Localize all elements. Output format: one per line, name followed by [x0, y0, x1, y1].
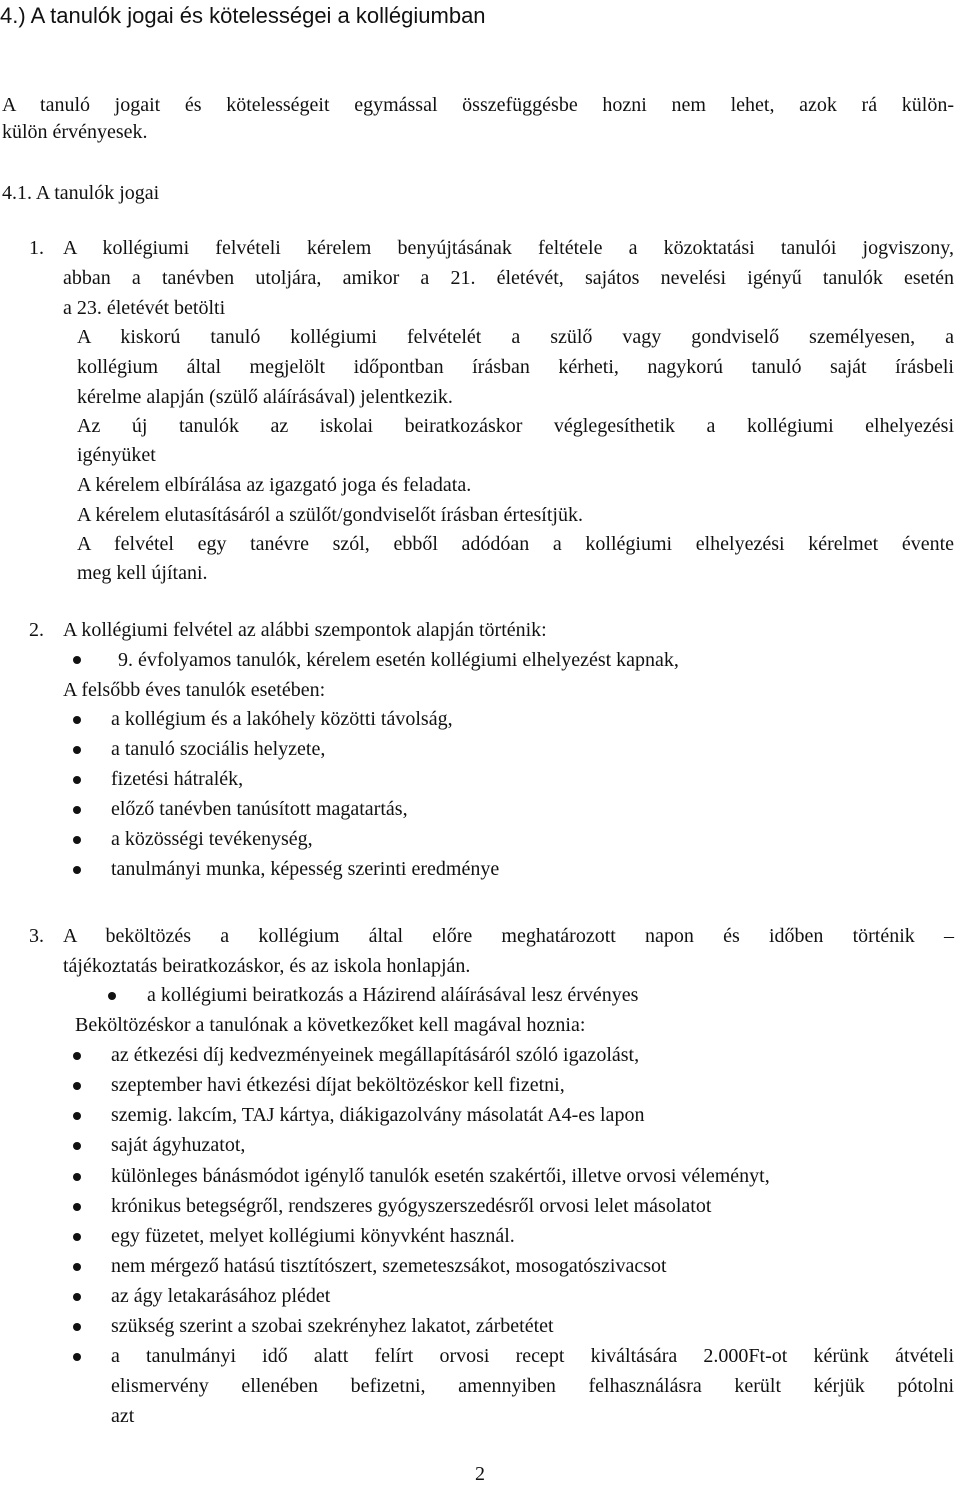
bullet-dot — [73, 806, 81, 814]
item3-bullet: saját ágyhuzatot, — [111, 1134, 246, 1156]
bullet-dot — [73, 1293, 81, 1301]
item1-line: A kérelem elutasításáról a szülőt/gondviselőt írásban értesítjük. — [77, 504, 583, 526]
item2-bullet: a közösségi tevékenység, — [111, 828, 313, 850]
item2-bullet: a tanuló szociális helyzete, — [111, 738, 326, 760]
bullet-dot — [73, 1112, 81, 1120]
section-heading: 4.) A tanulók jogai és kötelességei a kollégiumban — [0, 3, 486, 28]
item3-last-bullet-line: elismervény ellenében befizetni, amennyiben felhasználásra került kérjük pótolni — [111, 1375, 954, 1397]
item2-first-bullet: 9. évfolyamos tanulók, kérelem esetén kollégiumi elhelyezést kapnak, — [118, 649, 679, 671]
bullet-dot — [73, 746, 81, 754]
item3-bullet: krónikus betegségről, rendszeres gyógyszerszedésről orvosi lelet másolatot — [111, 1195, 712, 1217]
item3-bullet: különleges bánásmódot igénylő tanulók esetén szakértői, illetve orvosi véleményt, — [111, 1165, 770, 1187]
item2-upper-label: A felsőbb éves tanulók esetében: — [63, 679, 326, 701]
item3-bullet: az ágy letakarásához plédet — [111, 1285, 331, 1307]
item3-bullet: az étkezési díj kedvezményeinek megállapításáról szóló igazolást, — [111, 1044, 640, 1066]
item1-line: A kollégiumi felvételi kérelem benyújtásának feltétele a közoktatási tanulói jogviszony, — [63, 237, 954, 259]
bullet-dot — [73, 1173, 81, 1181]
bullet-dot — [73, 1082, 81, 1090]
item1-line: A kiskorú tanuló kollégiumi felvételét a szülő vagy gondviselő személyesen, a — [77, 326, 954, 348]
bullet-dot — [73, 716, 81, 724]
item3-line: A beköltözés a kollégium által előre meghatározott napon és időben történik – — [63, 925, 954, 947]
item1-line: kérelme alapján (szülő aláírásával) jelentkezik. — [77, 386, 453, 408]
item3-last-bullet-line: a tanulmányi idő alatt felírt orvosi recept kiváltására 2.000Ft-ot kérünk átvételi — [111, 1345, 954, 1367]
bullet-dot — [73, 1233, 81, 1241]
item3-last-bullet-line: azt — [111, 1405, 135, 1427]
item1-line: a 23. életévét betölti — [63, 297, 226, 319]
intro-line-2: külön érvényesek. — [2, 121, 148, 143]
item1-line: Az új tanulók az iskolai beiratkozáskor véglegesíthetik a kollégiumi elhelyezési — [77, 415, 954, 437]
bullet-dot — [73, 1263, 81, 1271]
bullet-dot — [73, 1353, 81, 1361]
item2-intro: A kollégiumi felvétel az alábbi szempontok alapján történik: — [63, 619, 547, 641]
bullet-dot — [73, 656, 81, 664]
item3-bring-label: Beköltözéskor a tanulónak a következőket kell magával hoznia: — [75, 1014, 586, 1036]
item1-line: meg kell újítani. — [77, 562, 208, 584]
bullet-dot — [73, 836, 81, 844]
item2-bullet: fizetési hátralék, — [111, 768, 244, 790]
item3-bullet: szükség szerint a szobai szekrényhez lakatot, zárbetétet — [111, 1315, 554, 1337]
bullet-dot — [73, 1142, 81, 1150]
item1-line: igényüket — [77, 444, 156, 466]
item1-line: A kérelem elbírálása az igazgató joga és feladata. — [77, 474, 472, 496]
item1-number: 1. — [29, 237, 44, 259]
item2-bullet: a kollégium és a lakóhely közötti távolság, — [111, 708, 453, 730]
subheading: 4.1. A tanulók jogai — [2, 182, 160, 204]
item3-first-bullet: a kollégiumi beiratkozás a Házirend aláírásával lesz érvényes — [147, 984, 639, 1006]
bullet-dot — [73, 1203, 81, 1211]
item2-bullet: tanulmányi munka, képesség szerinti eredménye — [111, 858, 500, 880]
item3-bullet: nem mérgező hatású tisztítószert, szemeteszsákot, mosogatószivacsot — [111, 1255, 667, 1277]
item3-bullet: egy füzetet, melyet kollégiumi könyvként használ. — [111, 1225, 515, 1247]
item2-bullet: előző tanévben tanúsított magatartás, — [111, 798, 408, 820]
item2-number: 2. — [29, 619, 44, 641]
bullet-dot — [73, 1323, 81, 1331]
item1-line: abban a tanévben utoljára, amikor a 21. életévét, sajátos nevelési igényű tanulók esetén — [63, 267, 954, 289]
item3-number: 3. — [29, 925, 44, 947]
page-number: 2 — [475, 1463, 485, 1485]
bullet-dot — [73, 776, 81, 784]
item3-bullet: szeptember havi étkezési díjat beköltözéskor kell fizetni, — [111, 1074, 565, 1096]
item3-line: tájékoztatás beiratkozáskor, és az iskola honlapján. — [63, 955, 471, 977]
bullet-dot — [73, 1052, 81, 1060]
bullet-dot — [108, 992, 116, 1000]
intro-line-1: A tanuló jogait és kötelességeit egymással összefüggésbe hozni nem lehet, azok rá külön- — [2, 94, 954, 116]
item1-line: kollégium által megjelölt időpontban írásban kérheti, nagykorú tanuló saját írásbeli — [77, 356, 954, 378]
item3-bullet: szemig. lakcím, TAJ kártya, diákigazolvány másolatát A4-es lapon — [111, 1104, 645, 1126]
bullet-dot — [73, 866, 81, 874]
item1-line: A felvétel egy tanévre szól, ebből adódóan a kollégiumi elhelyezési kérelmet évente — [77, 533, 954, 555]
